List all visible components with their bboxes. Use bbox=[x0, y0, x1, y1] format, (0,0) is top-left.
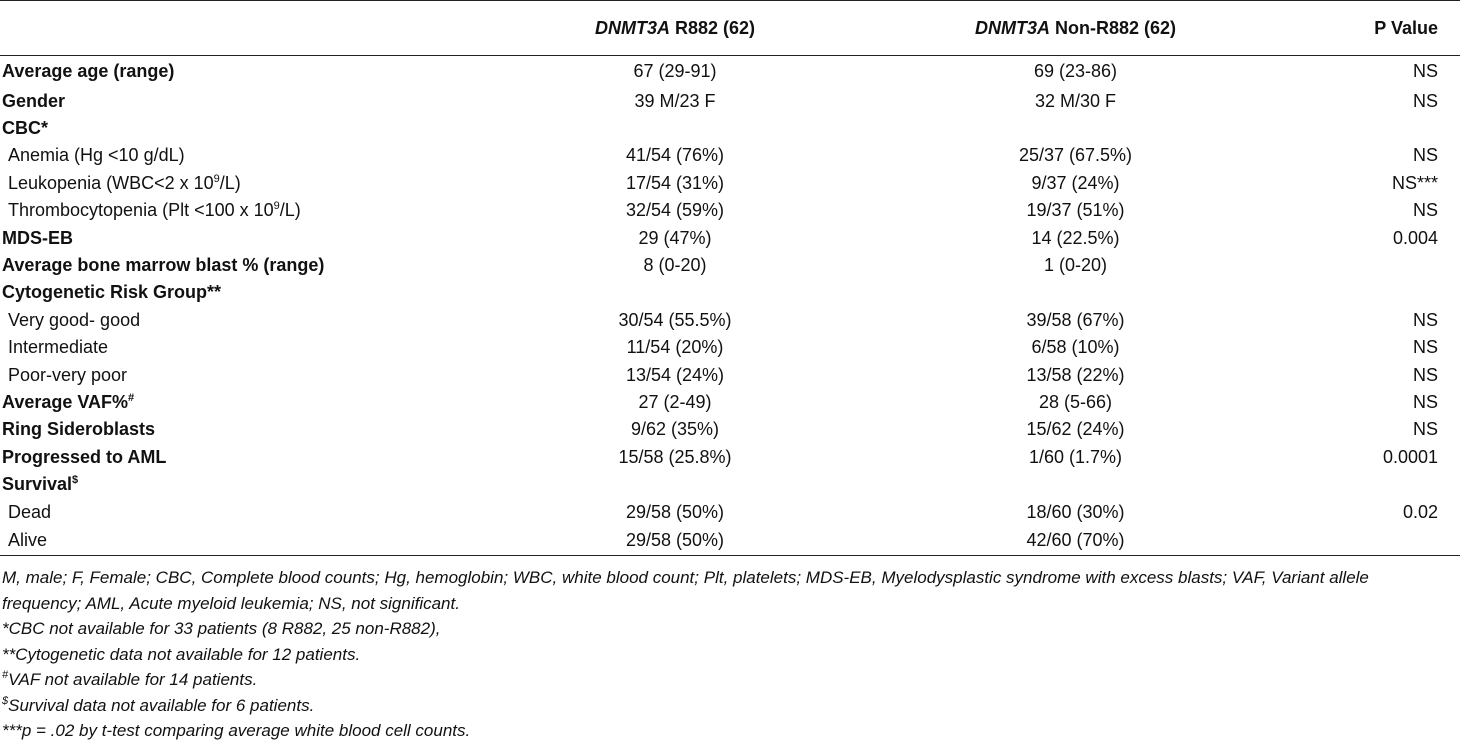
table-row bbox=[0, 197, 1460, 224]
footnote-vaf bbox=[2, 667, 1460, 693]
row-label: MDS-EB bbox=[2, 227, 73, 248]
table-header-row bbox=[0, 1, 1460, 56]
cell-non-r882 bbox=[852, 115, 1299, 142]
header-p-value: P Value bbox=[1374, 17, 1438, 38]
row-label bbox=[0, 389, 498, 416]
cell-r882: 29/58 (50%) bbox=[625, 501, 725, 522]
table-row bbox=[0, 252, 1460, 279]
row-label bbox=[0, 471, 498, 498]
row-label: Intermediate bbox=[8, 337, 109, 358]
footnote-survival bbox=[2, 693, 1460, 719]
row-label: Cytogenetic Risk Group** bbox=[2, 282, 222, 303]
row-label: CBC* bbox=[2, 118, 49, 139]
header-r882-rest: R882 (62) bbox=[669, 17, 756, 38]
table-row bbox=[0, 444, 1460, 471]
table-row bbox=[0, 142, 1460, 169]
cell-r882: 29 (47%) bbox=[638, 227, 712, 248]
footnote-vaf-text: VAF not available for 14 patients. bbox=[8, 670, 258, 690]
header-r882 bbox=[498, 1, 852, 56]
row-label: Ring Sideroblasts bbox=[2, 419, 156, 440]
cell-non-r882: 14 (22.5%) bbox=[1031, 227, 1120, 248]
table-row bbox=[0, 526, 1460, 556]
table-row bbox=[0, 88, 1460, 115]
cell-r882 bbox=[498, 279, 852, 306]
cell-p-value bbox=[1299, 471, 1460, 498]
footnote-abbreviations-line2: frequency; AML, Acute myeloid leukemia; NS, not significant. bbox=[2, 593, 460, 613]
cell-p-value: NS bbox=[1412, 337, 1438, 358]
row-label: Anemia (Hg <10 g/dL) bbox=[8, 145, 185, 166]
cell-p-value bbox=[1299, 115, 1460, 142]
row-label: Average bone marrow blast % (range) bbox=[2, 255, 325, 276]
cell-r882: 15/58 (25.8%) bbox=[618, 446, 732, 467]
cell-non-r882: 6/58 (10%) bbox=[1031, 337, 1120, 358]
cell-non-r882 bbox=[852, 471, 1299, 498]
cell-non-r882 bbox=[852, 279, 1299, 306]
cell-p-value: NS bbox=[1412, 391, 1438, 412]
cell-p-value: NS bbox=[1412, 200, 1438, 221]
header-r882-gene: DNMT3A bbox=[594, 17, 670, 38]
header-characteristic bbox=[0, 1, 498, 56]
cell-r882: 67 (29-91) bbox=[633, 61, 717, 82]
row-label: Poor-very poor bbox=[8, 364, 128, 385]
cell-non-r882: 69 (23-86) bbox=[1033, 61, 1118, 82]
footnote-cytogenetic: **Cytogenetic data not available for 12 patients. bbox=[2, 644, 361, 664]
footnote-abbreviations-line1: M, male; F, Female; CBC, Complete blood counts; Hg, hemoglobin; WBC, white blood count; Plt, platelets; MDS-EB, Myelodysplastic syndrome with excess blasts; VAF, Variant allele bbox=[2, 568, 1369, 588]
cell-r882: 39 M/23 F bbox=[634, 90, 716, 111]
header-non-r882-gene: DNMT3A bbox=[974, 17, 1050, 38]
cell-non-r882: 32 M/30 F bbox=[1034, 90, 1117, 111]
footnote-abbreviations bbox=[2, 565, 1460, 616]
footnote-vaf-symbol: # bbox=[2, 669, 9, 682]
cell-non-r882: 42/60 (70%) bbox=[1026, 530, 1125, 550]
table-row bbox=[0, 471, 1460, 498]
cell-non-r882: 13/58 (22%) bbox=[1026, 364, 1125, 385]
cell-r882 bbox=[498, 115, 852, 142]
cell-r882: 32/54 (59%) bbox=[625, 200, 725, 221]
cell-non-r882: 15/62 (24%) bbox=[1026, 419, 1125, 440]
row-label: Progressed to AML bbox=[2, 446, 167, 467]
cell-r882: 29/58 (50%) bbox=[625, 530, 725, 550]
footnote-survival-symbol: $ bbox=[2, 694, 9, 707]
table-row bbox=[0, 115, 1460, 142]
table-row bbox=[0, 334, 1460, 361]
cell-non-r882: 39/58 (67%) bbox=[1026, 309, 1125, 330]
row-label-text: Average VAF% bbox=[2, 391, 129, 412]
row-label bbox=[0, 170, 498, 197]
row-label-suffix: /L) bbox=[279, 200, 301, 221]
row-label: Alive bbox=[8, 530, 48, 550]
footnote-ttest: ***p = .02 by t-test comparing average white blood cell counts. bbox=[2, 721, 471, 741]
table-row bbox=[0, 389, 1460, 416]
row-label-suffix: /L) bbox=[219, 172, 241, 193]
cell-p-value bbox=[1299, 279, 1460, 306]
row-label-superscript: 9 bbox=[213, 172, 220, 185]
cell-non-r882: 25/37 (67.5%) bbox=[1018, 145, 1133, 166]
header-non-r882 bbox=[852, 1, 1299, 56]
cell-r882 bbox=[498, 471, 852, 498]
cell-p-value: NS bbox=[1412, 309, 1438, 330]
footnote-survival-text: Survival data not available for 6 patients. bbox=[8, 695, 315, 715]
row-label: Average age (range) bbox=[2, 61, 175, 82]
cell-p-value: NS bbox=[1412, 419, 1438, 440]
cell-r882: 17/54 (31%) bbox=[625, 172, 725, 193]
cell-p-value: 0.004 bbox=[1392, 227, 1438, 248]
table-row bbox=[0, 361, 1460, 388]
table-row bbox=[0, 498, 1460, 525]
row-label: Very good- good bbox=[8, 309, 141, 330]
table-row bbox=[0, 307, 1460, 334]
row-label-superscript: 9 bbox=[273, 200, 280, 213]
cell-p-value: NS bbox=[1412, 90, 1438, 111]
footnote-cbc: *CBC not available for 33 patients (8 R882, 25 non-R882), bbox=[2, 619, 441, 639]
cell-p-value: 0.0001 bbox=[1382, 446, 1438, 467]
cell-r882: 30/54 (55.5%) bbox=[618, 309, 732, 330]
table-footnotes bbox=[0, 565, 1460, 744]
cell-r882: 11/54 (20%) bbox=[626, 337, 724, 358]
table-row bbox=[0, 224, 1460, 251]
row-label: Dead bbox=[8, 501, 52, 522]
row-label bbox=[0, 197, 498, 224]
cell-r882: 41/54 (76%) bbox=[625, 145, 725, 166]
row-label: Gender bbox=[2, 90, 66, 111]
cell-non-r882: 1/60 (1.7%) bbox=[1028, 446, 1123, 467]
cell-non-r882: 18/60 (30%) bbox=[1026, 501, 1125, 522]
row-label-text: Survival bbox=[2, 474, 73, 495]
cell-r882: 9/62 (35%) bbox=[630, 419, 720, 440]
row-label-superscript: $ bbox=[72, 474, 79, 487]
cell-p-value: NS bbox=[1412, 61, 1438, 82]
table-row bbox=[0, 279, 1460, 306]
cell-p-value bbox=[1299, 252, 1460, 279]
cell-p-value: NS*** bbox=[1391, 172, 1438, 193]
cell-p-value: 0.02 bbox=[1402, 501, 1438, 522]
cell-non-r882: 1 (0-20) bbox=[1043, 255, 1108, 276]
cell-non-r882: 19/37 (51%) bbox=[1026, 200, 1125, 221]
cell-non-r882: 9/37 (24%) bbox=[1031, 172, 1120, 193]
cell-non-r882: 28 (5-66) bbox=[1038, 391, 1113, 412]
row-label-text: Thrombocytopenia (Plt <100 x 10 bbox=[8, 200, 274, 221]
row-label-superscript: # bbox=[128, 391, 135, 404]
row-label-text: Leukopenia (WBC<2 x 10 bbox=[8, 172, 214, 193]
cell-r882: 8 (0-20) bbox=[643, 255, 707, 276]
cell-p-value: NS bbox=[1412, 364, 1438, 385]
table-row bbox=[0, 416, 1460, 443]
table-row bbox=[0, 56, 1460, 88]
table-row bbox=[0, 170, 1460, 197]
cell-p-value bbox=[1299, 526, 1460, 556]
cell-p-value: NS bbox=[1412, 145, 1438, 166]
header-non-r882-rest: Non-R882 (62) bbox=[1049, 17, 1177, 38]
cell-r882: 27 (2-49) bbox=[638, 391, 712, 412]
cell-r882: 13/54 (24%) bbox=[625, 364, 725, 385]
